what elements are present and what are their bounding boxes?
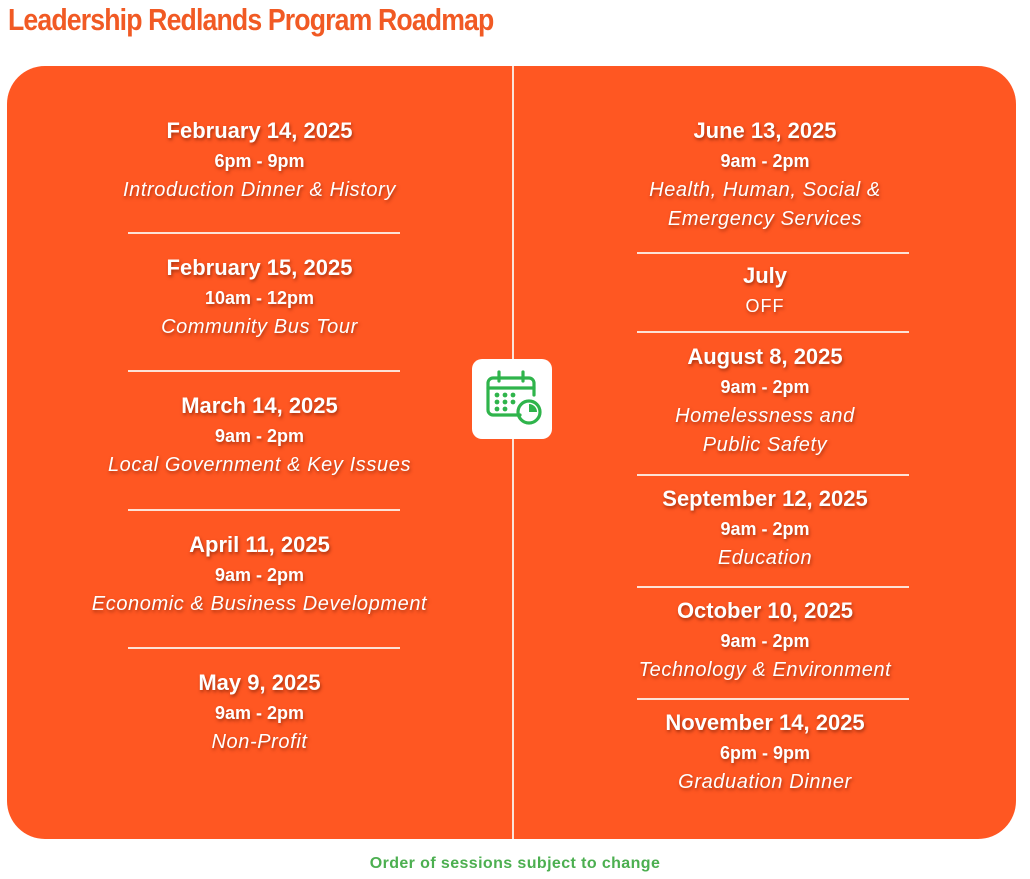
session-topic: Health, Human, Social &	[649, 179, 881, 201]
roadmap-panel	[7, 66, 1016, 839]
separator	[637, 474, 909, 476]
session-time: 9am - 2pm	[720, 377, 810, 397]
footnote: Order of sessions subject to change	[369, 855, 661, 872]
session-oct-10	[514, 596, 1016, 685]
session-time: 9am - 2pm	[720, 151, 810, 171]
session-apr-11	[7, 530, 512, 619]
session-date: October 10, 2025	[676, 598, 854, 623]
session-topic: Emergency Services	[667, 208, 863, 230]
session-date: February 15, 2025	[166, 255, 353, 280]
session-topic: Homelessness and	[675, 405, 855, 427]
calendar-badge	[472, 359, 552, 439]
session-date: May 9, 2025	[198, 670, 321, 695]
session-time: 6pm - 9pm	[214, 151, 305, 171]
session-sep-12	[514, 484, 1016, 573]
session-topic: Graduation Dinner	[678, 771, 852, 793]
separator	[128, 370, 400, 372]
session-time: 9am - 2pm	[214, 565, 305, 585]
separator	[637, 252, 909, 254]
session-date: September 12, 2025	[662, 486, 868, 511]
session-topic: Technology & Environment	[638, 659, 892, 681]
session-date: June 13, 2025	[693, 118, 837, 143]
right-column	[514, 66, 1016, 839]
session-date: March 14, 2025	[181, 393, 338, 418]
session-date: April 11, 2025	[189, 532, 330, 557]
session-aug-8	[514, 342, 1016, 460]
session-topic: Economic & Business Development	[91, 593, 428, 615]
left-column	[7, 66, 512, 839]
session-mar-14	[7, 391, 512, 480]
page-title: Leadership Redlands Program Roadmap	[8, 2, 494, 37]
session-may-9	[7, 668, 512, 757]
session-time: 10am - 12pm	[204, 288, 315, 308]
session-time: 9am - 2pm	[720, 631, 810, 651]
session-topic: Education	[717, 547, 813, 569]
separator	[128, 232, 400, 234]
separator	[637, 698, 909, 700]
separator	[637, 331, 909, 333]
separator	[128, 647, 400, 649]
session-time: 6pm - 9pm	[719, 743, 811, 763]
session-time: OFF	[745, 296, 785, 316]
session-july	[514, 261, 1016, 321]
separator	[637, 586, 909, 588]
session-date: February 14, 2025	[166, 118, 353, 143]
session-jun-13	[514, 116, 1016, 234]
calendar-clock-icon	[484, 369, 542, 427]
separator	[128, 509, 400, 511]
session-time: 9am - 2pm	[214, 426, 305, 446]
session-time: 9am - 2pm	[214, 703, 305, 723]
session-nov-14	[514, 708, 1016, 797]
session-feb-15	[7, 253, 512, 342]
session-date: July	[742, 263, 788, 288]
session-topic: Public Safety	[702, 434, 828, 456]
session-topic: Introduction Dinner & History	[122, 179, 397, 201]
session-date: November 14, 2025	[665, 710, 865, 735]
session-topic: Community Bus Tour	[161, 316, 358, 338]
session-topic: Non-Profit	[211, 731, 308, 753]
session-time: 9am - 2pm	[720, 519, 810, 539]
session-feb-14	[7, 116, 512, 205]
session-topic: Local Government & Key Issues	[107, 454, 412, 476]
session-date: August 8, 2025	[687, 344, 843, 369]
